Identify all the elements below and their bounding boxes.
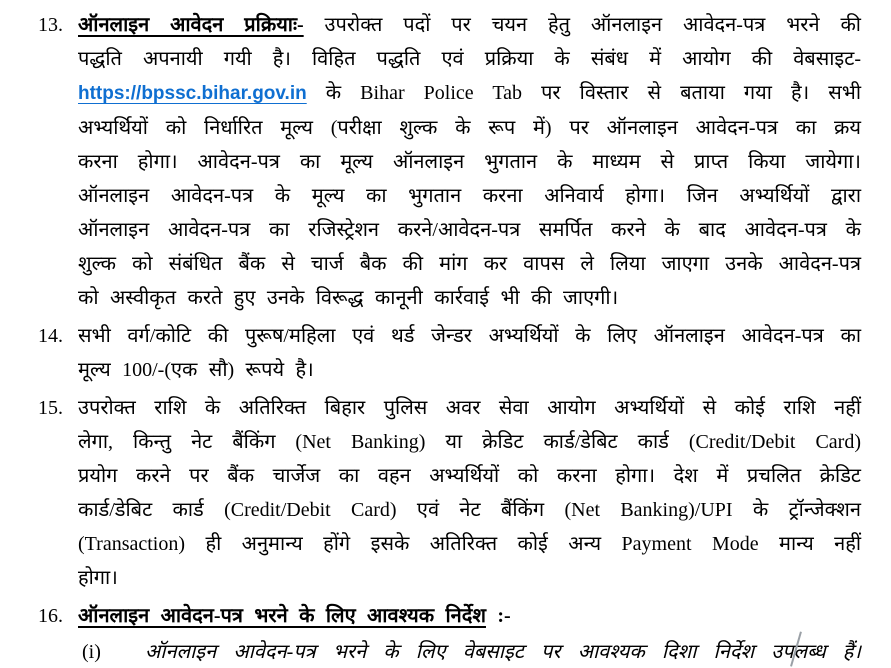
text-segment: उपरोक्त राशि के अतिरिक्त बिहार पुलिस अवर सेवा आयोग अभ्यर्थियों से कोई राशि नहीं	[78, 397, 861, 419]
paragraph-line	[78, 281, 861, 315]
paragraph-line	[78, 319, 861, 353]
item-body	[78, 599, 861, 668]
text-segment: को अस्वीकृत करते हुए उनके विरूद्ध कानूनी कार्रवाई भी की जाएगी।	[78, 287, 619, 309]
paragraph-line	[78, 493, 861, 527]
list-item	[38, 391, 861, 595]
text-segment: अभ्यर्थियों को निर्धारित मूल्य (परीक्षा शुल्क के रूप में) पर ऑनलाइन आवेदन-पत्र का क्रय	[78, 117, 861, 139]
paragraph-line	[78, 599, 861, 633]
text-segment: सभी वर्ग/कोटि की पुरूष/महिला एवं थर्ड जेन्डर अभ्यर्थियों के लिए ऑनलाइन आवेदन-पत्र का	[78, 325, 861, 347]
text-segment: ऑनलाइन आवेदन-पत्र का रजिस्ट्रेशन करने/आवेदन-पत्र समर्पित करने के बाद आवेदन-पत्र के	[78, 219, 861, 241]
paragraph-line	[78, 247, 861, 281]
sub-item-marker: (i)	[82, 641, 101, 663]
paragraph-line	[78, 42, 861, 76]
paragraph-line	[78, 111, 861, 145]
text-segment: ऑनलाइन आवेदन-पत्र भरने के लिए आवश्यक निर्देश	[78, 605, 486, 627]
item-body	[78, 319, 861, 387]
text-segment: ऑनलाइन आवेदन-पत्र भरने के लिए वेबसाइट पर आवश्यक दिशा निर्देश उपलब्ध हैं।	[145, 641, 861, 663]
items-mount	[38, 8, 861, 668]
paragraph-line	[78, 425, 861, 459]
text-segment: मूल्य 100/-(एक सौ) रूपये है।	[78, 359, 314, 381]
text-segment: (Transaction) ही अनुमान्य होंगे इसके अतिरिक्त कोई अन्य Payment Mode मान्य नहीं	[78, 533, 861, 555]
paragraph-line	[145, 635, 861, 668]
website-link[interactable]: https://bpssc.bihar.gov.in	[78, 83, 307, 104]
list-item	[38, 319, 861, 387]
paragraph-line	[78, 8, 861, 42]
text-segment: प्रयोग करने पर बैंक चार्जेज का वहन अभ्यर्थियों को करना होगा। देश में प्रचलित क्रेडिट	[78, 465, 861, 487]
paragraph-line	[78, 459, 861, 493]
text-segment: करना होगा। आवेदन-पत्र का मूल्य ऑनलाइन भुगतान के माध्यम से प्राप्त किया जायेगा।	[78, 151, 861, 173]
paragraph-line	[78, 145, 861, 179]
item-number: 14.	[38, 325, 63, 347]
text-segment: कार्ड/डेबिट कार्ड (Credit/Debit Card) एवं नेट बैंकिंग (Net Banking)/UPI के ट्रॉन्जेक्शन	[78, 499, 861, 521]
sub-item-body	[145, 635, 861, 668]
text-segment: होगा।	[78, 567, 118, 589]
item-body	[78, 391, 861, 595]
item-number: 15.	[38, 397, 63, 419]
sub-item	[78, 635, 861, 668]
item-number: 16.	[38, 605, 63, 627]
paragraph-line	[78, 391, 861, 425]
text-segment: लेगा, किन्तु नेट बैंकिंग (Net Banking) या क्रेडिट कार्ड/डेबिट कार्ड (Credit/Debit Card)	[78, 431, 861, 453]
paragraph-line	[78, 353, 861, 387]
paragraph-line	[78, 561, 861, 595]
paragraph-line	[78, 179, 861, 213]
paragraph-line	[78, 213, 861, 247]
text-segment: शुल्क को संबंधित बैंक से चार्ज बैक की मांग कर वापस ले लिया जाएगा उनके आवेदन-पत्र	[78, 253, 861, 275]
list-item	[38, 8, 861, 315]
text-segment: ऑनलाइन आवेदन प्रक्रियाः-	[78, 14, 304, 36]
text-segment: के Bihar Police Tab पर विस्तार से बताया गया है। सभी	[306, 82, 861, 104]
list-item	[38, 599, 861, 668]
item-number: 13.	[38, 14, 63, 36]
paragraph-line	[78, 76, 861, 111]
item-body	[78, 8, 861, 315]
text-segment: उपरोक्त पदों पर चयन हेतु ऑनलाइन आवेदन-पत्र भरने की	[303, 14, 861, 36]
text-segment: :-	[485, 605, 511, 627]
text-segment: पद्धति अपनायी गयी है। विहित पद्धति एवं प्रक्रिया के संबंध में आयोग की वेबसाइट-	[78, 48, 861, 70]
paragraph-line	[78, 527, 861, 561]
text-segment: ऑनलाइन आवेदन-पत्र के मूल्य का भुगतान करना अनिवार्य होगा। जिन अभ्यर्थियों द्वारा	[78, 185, 861, 207]
